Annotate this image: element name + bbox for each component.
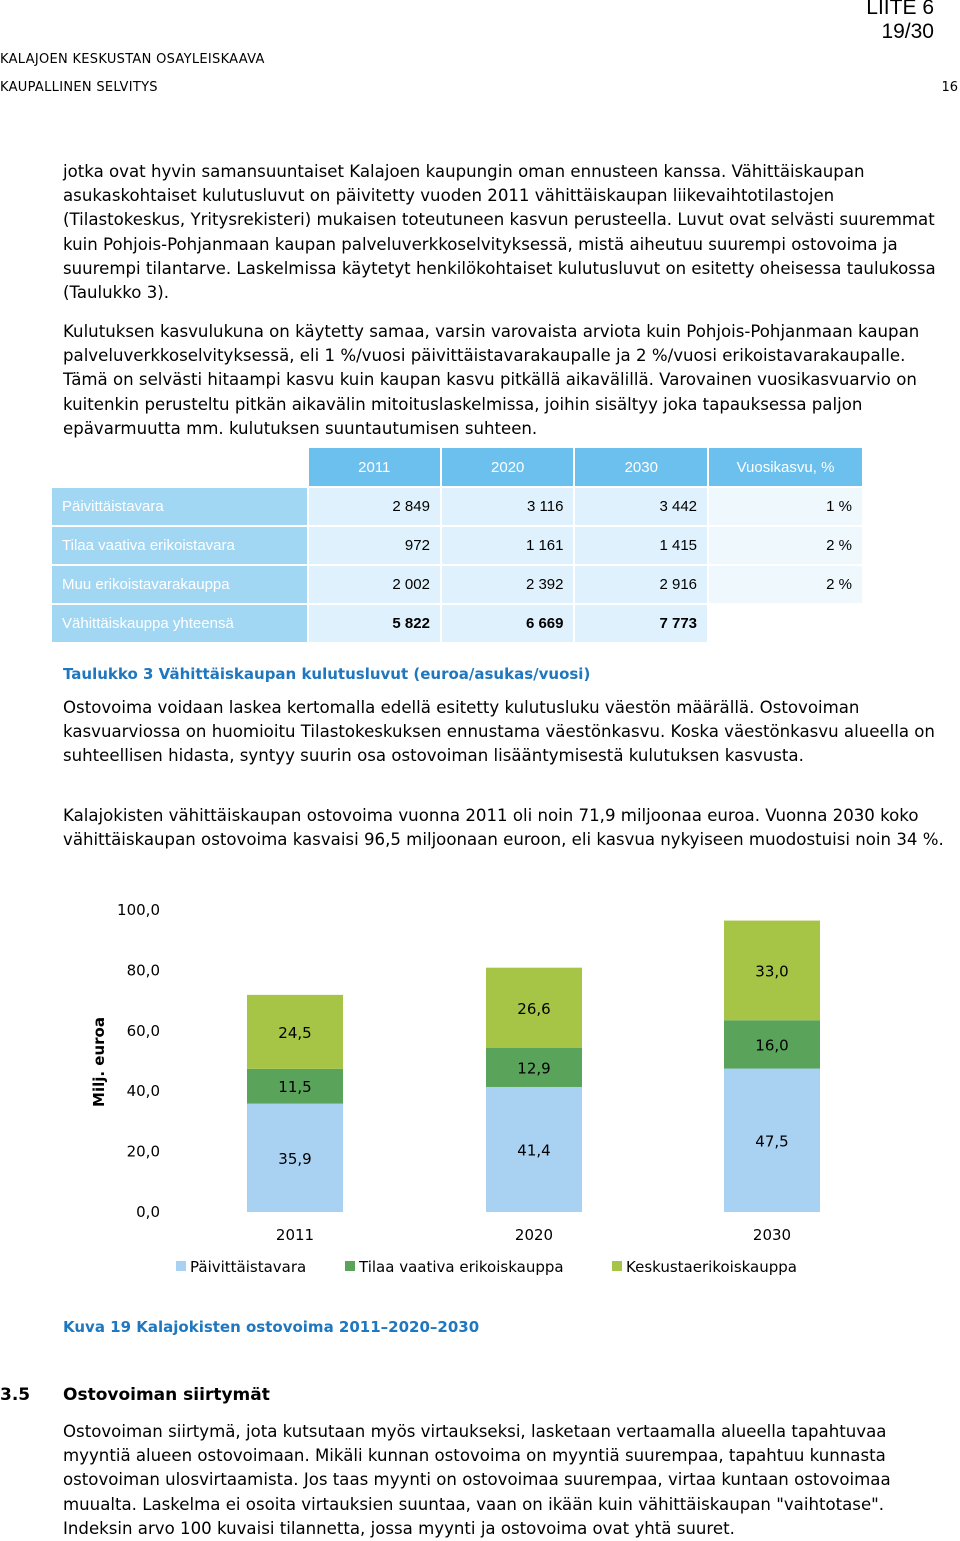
table-row xyxy=(52,488,864,527)
legend-swatch xyxy=(612,1261,622,1271)
appendix-page-count: 19/30 xyxy=(881,20,934,43)
row-label: Vähittäiskauppa yhteensä xyxy=(52,605,309,644)
cell-2011: 2 002 xyxy=(309,566,442,605)
y-axis-ticks xyxy=(117,901,160,1221)
table-header-empty xyxy=(52,448,309,488)
y-tick-label: 100,0 xyxy=(117,901,160,919)
cell-growth: 2 % xyxy=(709,566,864,605)
consumption-table xyxy=(52,448,864,644)
row-label: Muu erikoistavarakauppa xyxy=(52,566,309,605)
x-tick-label: 2030 xyxy=(752,1226,792,1244)
cell-2020: 2 392 xyxy=(442,566,576,605)
y-tick-label: 20,0 xyxy=(126,1142,160,1161)
paragraph-1: jotka ovat hyvin samansuuntaiset Kalajoen kaupungin oman ennusteen kanssa. Vähittäiskaupan asukaskohtaiset kulutusluvut on päivitetty vuoden 2011 vähittäiskaupan liikevaihtotilastojen (Tilastokeskus, Yritysrekisteri) mukaisen toteutuneen kasvun perusteella. Luvut ovat selvästi suuremmat kuin Pohjois-Pohjanmaan kaupan palveluverkkoselvityksessä, mistä aiheutuu suurempi ostovoima ja suurempi tilantarve. Laskelmissa käytetyt henkilökohtaiset kulutusluvut on esitetty oheisessa taulukossa (Taulukko 3). xyxy=(63,162,936,303)
cell-2011: 5 822 xyxy=(309,605,442,644)
y-axis-label: Milj. euroa xyxy=(90,1017,108,1107)
x-tick-label: 2011 xyxy=(275,1226,315,1244)
data-label: 47,5 xyxy=(755,1132,789,1151)
data-label: 41,4 xyxy=(517,1141,551,1160)
data-label: 26,6 xyxy=(517,999,551,1018)
legend-label: Päivittäistavara xyxy=(190,1258,307,1276)
document-subtitle: KAUPALLINEN SELVITYS xyxy=(0,80,158,95)
chart-legend xyxy=(176,1258,797,1276)
appendix-title: LIITE 6 xyxy=(866,0,934,19)
table-header-row xyxy=(52,448,864,488)
paragraph-3: Ostovoima voidaan laskea kertomalla edellä esitetty kulutusluku väestön määrällä. Ostovoiman kasvuarviossa on huomioitu Tilastokeskuksen ennustama väestönkasvu. Koska väestönkasvu alueella on suhteellisen hidasta, syntyy suurin osa ostovoiman lisääntymisestä kulutuksen kasvusta. xyxy=(63,698,935,766)
table-header-2030: 2030 xyxy=(575,448,709,488)
legend-swatch xyxy=(176,1261,186,1271)
legend-label: Tilaa vaativa erikoiskauppa xyxy=(359,1258,564,1276)
data-label: 12,9 xyxy=(517,1059,551,1078)
y-tick-label: 0,0 xyxy=(136,1203,160,1221)
data-label: 33,0 xyxy=(755,962,789,981)
y-tick-label: 60,0 xyxy=(126,1021,160,1040)
cell-2020: 1 161 xyxy=(442,527,576,566)
table-header-growth: Vuosikasvu, % xyxy=(709,448,864,488)
cell-2020: 6 669 xyxy=(442,605,576,644)
cell-growth: 1 % xyxy=(709,488,864,527)
x-axis-ticks xyxy=(276,1226,791,1244)
cell-2011: 2 849 xyxy=(309,488,442,527)
x-tick-label: 2020 xyxy=(514,1226,554,1244)
cell-2030: 1 415 xyxy=(575,527,709,566)
legend-swatch xyxy=(345,1261,355,1271)
paragraph-2: Kulutuksen kasvulukuna on käytetty samaa, varsin varovaista arviota kuin Pohjois-Pohjanmaan kaupan palveluverkkoselvityksessä, eli 1 %/vuosi päivittäistavarakaupalle ja 2 %/vuosi erikoistavarakaupalle. Tämä on selvästi hitaampi kasvu kuin kaupan kasvu pitkällä aikavälillä. Varovainen vuosikasvuarvio on kuitenkin perusteltu pitkän aikavälin mitoituslaskelmissa, joihin sisältyy joka tapauksessa paljon epävarmuutta mm. kulutuksen suuntautumisen suhteen. xyxy=(63,322,920,438)
appendix-label xyxy=(866,0,934,44)
row-label: Tilaa vaativa erikoistavara xyxy=(52,527,309,566)
table-row-total xyxy=(52,605,864,644)
chart-bars xyxy=(247,921,820,1212)
table-caption: Taulukko 3 Vähittäiskaupan kulutusluvut (euroa/asukas/vuosi) xyxy=(63,665,591,683)
cell-2030: 2 916 xyxy=(575,566,709,605)
cell-growth: 2 % xyxy=(709,527,864,566)
cell-2020: 3 116 xyxy=(442,488,576,527)
cell-2011: 972 xyxy=(309,527,442,566)
section-number: 3.5 xyxy=(0,1385,31,1405)
data-label: 24,5 xyxy=(278,1023,312,1042)
section-title: Ostovoiman siirtymät xyxy=(63,1385,270,1405)
cell-2030: 3 442 xyxy=(575,488,709,527)
data-label: 16,0 xyxy=(755,1036,789,1055)
data-label: 35,9 xyxy=(278,1149,312,1168)
row-label: Päivittäistavara xyxy=(52,488,309,527)
cell-2030: 7 773 xyxy=(575,605,709,644)
table-row xyxy=(52,566,864,605)
table-header-2020: 2020 xyxy=(442,448,576,488)
y-tick-label: 40,0 xyxy=(126,1082,160,1101)
table-header-2011: 2011 xyxy=(309,448,442,488)
legend-label: Keskustaerikoiskauppa xyxy=(626,1258,797,1276)
paragraph-4: Kalajokisten vähittäiskaupan ostovoima vuonna 2011 oli noin 71,9 miljoonaa euroa. Vuonna 2030 koko vähittäiskaupan ostovoima kasvaisi 96,5 miljoonaan euroon, eli kasvua nykyiseen muodostuisi noin 34 %. xyxy=(63,806,944,850)
cell-growth xyxy=(709,605,864,644)
figure-caption: Kuva 19 Kalajokisten ostovoima 2011–2020–2030 xyxy=(63,1318,480,1336)
data-label: 11,5 xyxy=(278,1078,312,1097)
table-row xyxy=(52,527,864,566)
paragraph-5: Ostovoiman siirtymä, jota kutsutaan myös virtaukseksi, lasketaan vertaamalla alueella tapahtuvaa myyntiä alueen ostovoimaan. Mikäli kunnan ostovoima on myyntiä suurempaa, tapahtuu kunnasta ostovoiman ulosvirtaamista. Jos taas myynti on ostovoimaa suurempaa, virtaa kuntaan ostovoimaa muualta. Laskelma ei osoita virtauksien suuntaa, vaan on ikään kuin vähittäiskaupan "vaihtotase". Indeksin arvo 100 kuvaisi tilannetta, jossa myynti ja ostovoima ovat yhtä suuret. xyxy=(63,1422,891,1538)
page-number: 16 xyxy=(941,80,958,95)
document-title: KALAJOEN KESKUSTAN OSAYLEISKAAVA xyxy=(0,52,265,67)
y-tick-label: 80,0 xyxy=(126,961,160,980)
purchasing-power-chart xyxy=(0,890,960,1310)
